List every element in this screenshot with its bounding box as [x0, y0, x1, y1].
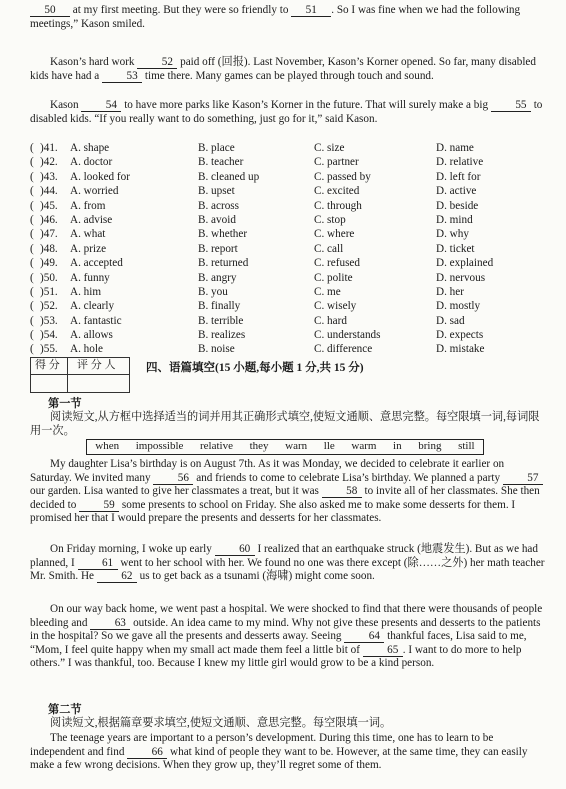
- part-2-title: 第二节: [48, 704, 82, 716]
- blank-56[interactable]: 56: [153, 473, 193, 485]
- blank-62[interactable]: 62: [97, 571, 137, 583]
- word-bank-item: warn: [285, 440, 308, 453]
- option-row-54: ( )54. A. allows B. realizes C. understands D. expects: [30, 329, 484, 342]
- blank-55[interactable]: 55: [491, 100, 531, 112]
- options-list: [30, 142, 550, 358]
- option-row-42: ( )42. A. doctor B. teacher C. partner D. relative: [30, 156, 484, 169]
- part-1-title: 第一节: [48, 398, 82, 410]
- passage-paragraph-3: Kason 54 to have more parks like Kason’s Korner in the future. That will surely make a big 55 to disabled kids. “If you really want to do something, just go for it,” said Kason.: [30, 99, 543, 125]
- score-label: 得 分: [35, 359, 60, 371]
- blank-58[interactable]: 58: [322, 486, 362, 498]
- score-box-divider: [67, 358, 68, 392]
- blank-63[interactable]: 63: [90, 618, 130, 630]
- blank-59[interactable]: 59: [79, 500, 119, 512]
- option-row-50: ( )50. A. funny B. angry C. polite D. nervous: [30, 271, 486, 284]
- blank-53[interactable]: 53: [102, 71, 142, 83]
- option-row-44: ( )44. A. worried B. upset C. excited D. active: [30, 185, 477, 198]
- option-row-47: ( )47. A. what B. whether C. where D. why: [30, 228, 469, 241]
- word-bank-item: lle: [323, 440, 335, 453]
- blank-52[interactable]: 52: [137, 57, 177, 69]
- word-bank-item: they: [249, 440, 269, 453]
- option-row-43: ( )43. A. looked for B. cleaned up C. passed by D. left for: [30, 170, 481, 183]
- story-paragraph-1: My daughter Lisa’s birthday is on August 7th. As it was Monday, we decided to celebrate it earlier on Saturday. We invited many 56 and friends to come to celebrate Lisa’s birthday. We planned a party 57 our garden. Lisa wanted to give her classmates a treat, but it was 58 to invite all of her classmates. She then decided to 59 some presents to school on Friday. She also asked me to make some desserts for them. I promised her that I would prepare the presents and desserts for her classmates.: [30, 458, 548, 526]
- blank-65[interactable]: 65: [363, 645, 403, 657]
- word-bank-item: still: [458, 440, 475, 453]
- option-row-41: ( )41. A. shape B. place C. size D. name: [30, 142, 474, 154]
- blank-57[interactable]: 57: [503, 473, 543, 485]
- score-box: [30, 357, 130, 393]
- blank-54[interactable]: 54: [81, 100, 121, 112]
- option-row-49: ( )49. A. accepted B. returned C. refused D. explained: [30, 257, 494, 270]
- section-title: 四、语篇填空(15 小题,每小题 1 分,共 15 分): [146, 362, 364, 374]
- blank-60[interactable]: 60: [215, 544, 255, 556]
- story-paragraph-2: On Friday morning, I woke up early 60 I realized that an earthquake struck (地震发生). But as we had planned, I 61 went to her school with her. We found no one was there except (除……之外) her math teacher Mr. Smith. He 62 us to get back as a tsunami (海啸) might come soon.: [30, 543, 545, 583]
- option-row-53: ( )53. A. fantastic B. terrible C. hard D. sad: [30, 314, 465, 327]
- option-row-51: ( )51. A. him B. you C. me D. her: [30, 285, 464, 298]
- part-2-paragraph-1: The teenage years are important to a person’s development. During this time, one has to learn to be independent and find 66 what kind of people they want to be. However, at the same time, they can easily make a few wrong decisions. When they grow up, they’ll regret some of them.: [30, 732, 528, 772]
- word-bank-item: relative: [200, 440, 233, 453]
- word-bank-item: impossible: [135, 440, 184, 453]
- passage-paragraph-2: Kason’s hard work 52 paid off (回报). Last November, Kason’s Korner opened. So far, many disabled kids have had a 53 time there. Many games can be played through touch and sound.: [30, 56, 536, 82]
- word-bank-item: bring: [418, 440, 442, 453]
- word-bank-item: warm: [351, 440, 377, 453]
- option-row-52: ( )52. A. clearly B. finally C. wisely D. mostly: [30, 300, 481, 313]
- grader-label: 评 分 人: [77, 359, 116, 371]
- blank-50[interactable]: 50: [30, 5, 70, 17]
- blank-64[interactable]: 64: [344, 631, 384, 643]
- word-bank: [86, 439, 484, 455]
- word-bank-item: when: [95, 440, 120, 453]
- option-row-48: ( )48. A. prize B. report C. call D. ticket: [30, 242, 475, 255]
- story-paragraph-3: On our way back home, we went past a hospital. We were shocked to find that there were thousands of people bleeding and 63 outside. An idea came to my mind. Why not give these presents and desserts to the patients in the hospital? So we gave all the presents and desserts away. Seeing 64 thankful faces, Lisa said to me, “Mom, I feel quite happy when my small act made them feel a little bit of 65 . I want to do more to help others.” I was thankful, too. Because I knew my little girl would grow to be a kind person.: [30, 603, 543, 670]
- part-1-instructions: 阅读短文,从方框中选择适当的词并用其正确形式填空,使短文通顺、意思完整。每空限填一词,每词限用一次。: [30, 411, 540, 437]
- option-row-45: ( )45. A. from B. across C. through D. beside: [30, 199, 479, 212]
- blank-66[interactable]: 66: [127, 747, 167, 759]
- part-2-instructions: 阅读短文,根据篇章要求填空,使短文通顺、意思完整。每空限填一词。: [50, 717, 392, 729]
- option-row-46: ( )46. A. advise B. avoid C. stop D. mind: [30, 213, 473, 226]
- passage-paragraph-1: 50 at my first meeting. But they were so friendly to 51 . So I was fine when we had the following meetings,” Kason smiled.: [30, 4, 521, 30]
- option-row-55: ( )55. A. hole B. noise C. difference D. mistake: [30, 343, 485, 356]
- blank-61[interactable]: 61: [78, 558, 118, 570]
- word-bank-item: in: [393, 440, 402, 453]
- blank-51[interactable]: 51: [291, 5, 331, 17]
